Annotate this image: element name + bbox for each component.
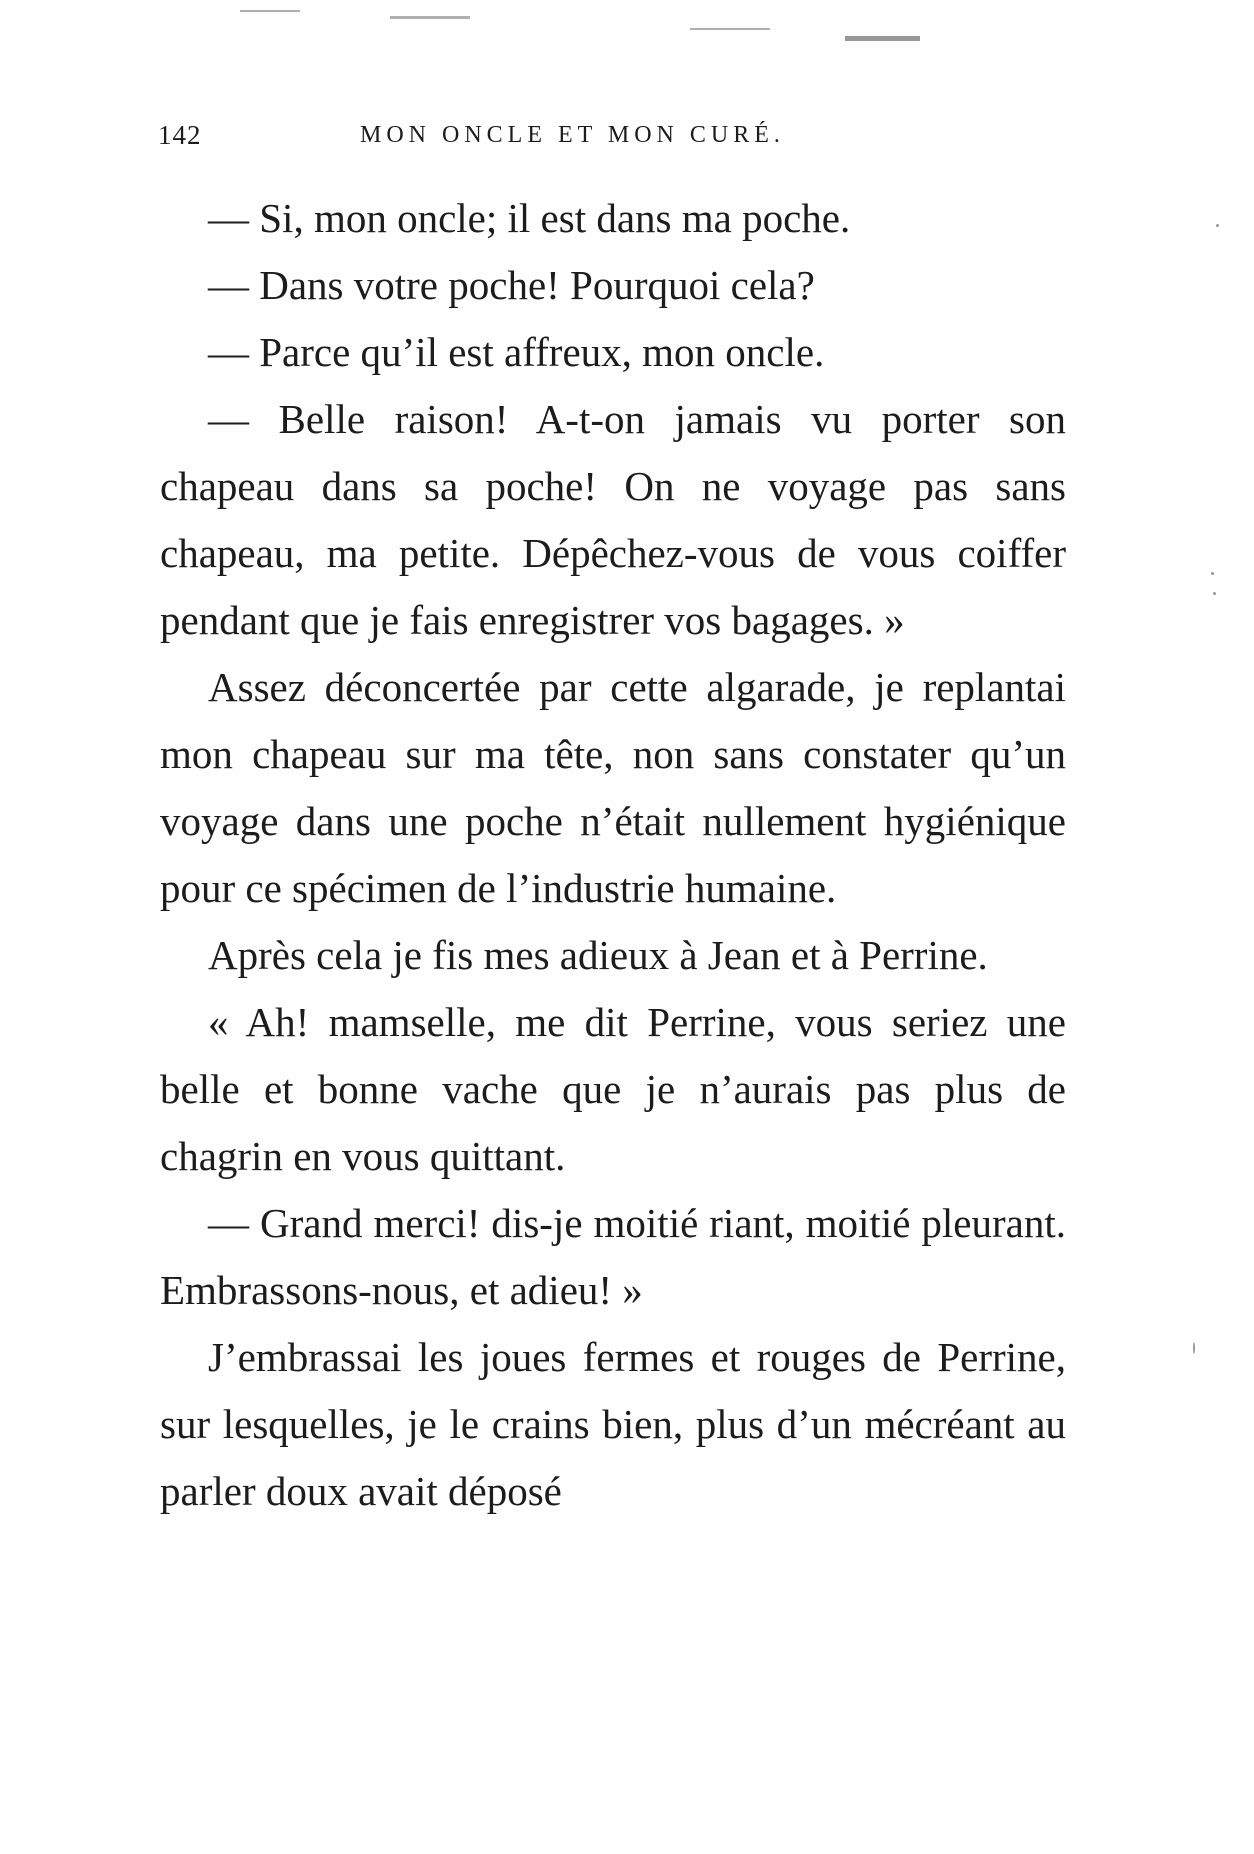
scan-speck bbox=[1211, 572, 1214, 575]
scan-speck bbox=[1216, 224, 1219, 227]
scan-artifact bbox=[845, 36, 920, 41]
paragraph: — Dans votre poche! Pourquoi cela? bbox=[208, 262, 815, 308]
page-number: 142 bbox=[158, 120, 202, 150]
body-text bbox=[160, 185, 1066, 1525]
paragraph: Assez déconcertée par cette algarade, je replantai mon chapeau sur ma tête, non sans constater qu’un voyage dans une poche n’était nullement hygiénique pour ce spécimen de l’industrie humaine. bbox=[160, 664, 1066, 911]
scan-artifact bbox=[690, 28, 770, 30]
page-header bbox=[158, 120, 1078, 160]
scan-artifact bbox=[240, 10, 300, 12]
paragraph: « Ah! mamselle, me dit Perrine, vous seriez une belle et bonne vache que je n’aurais pas plus de chagrin en vous quittant. bbox=[160, 999, 1066, 1179]
scan-speck bbox=[1193, 1342, 1195, 1354]
paragraph: — Parce qu’il est affreux, mon oncle. bbox=[208, 329, 825, 375]
scan-artifact bbox=[390, 16, 470, 19]
scan-speck bbox=[1213, 592, 1216, 595]
running-head: MON ONCLE ET MON CURÉ. bbox=[360, 122, 785, 148]
paragraph: J’embrassai les joues fermes et rouges de Perrine, sur lesquelles, je le crains bien, plus d’un mécréant au parler doux avait déposé bbox=[160, 1334, 1066, 1514]
paragraph: Après cela je fis mes adieux à Jean et à Perrine. bbox=[208, 932, 988, 978]
paragraph: — Si, mon oncle; il est dans ma poche. bbox=[208, 195, 851, 241]
paragraph: — Grand merci! dis-je moitié riant, moitié pleurant. Embrassons-nous, et adieu! » bbox=[160, 1200, 1066, 1313]
paragraph: — Belle raison! A-t-on jamais vu porter son chapeau dans sa poche! On ne voyage pas sans chapeau, ma petite. Dépêchez-vous de vous coiffer pendant que je fais enregistrer vos bagages. » bbox=[160, 396, 1066, 643]
